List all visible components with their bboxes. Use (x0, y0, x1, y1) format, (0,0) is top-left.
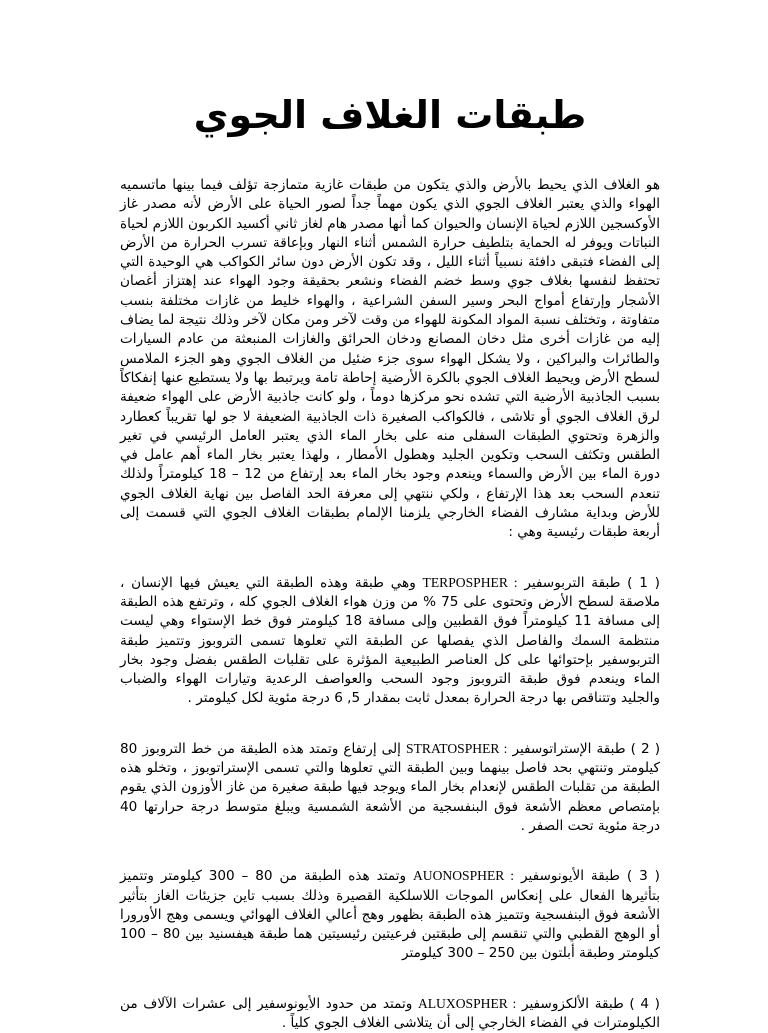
section-latin-term: STRATOSPHER : (406, 740, 508, 756)
section-latin-term: ALUXOSPHER : (417, 995, 517, 1011)
section-heading: ( 4 ) طبقة الألكزوسفير (521, 995, 660, 1012)
section-heading: ( 1 ) طبقة التربوسفير (524, 574, 660, 591)
section-body: إلى إرتفاع وتمتد هذه الطبقة من خط التروبوز 80 كيلومتر وتنتهي بحد فاصل بينهما وبين الطبقة التي تعلوها والتي تسمى الإستراتوبوز ، وتخلو هذه الطبقة من تقلبات الطقس لإنعدام بخار الماء ويوجد فيها طبقة صغيرة من غاز الأوزون الذي يقوم بإمتصاص معظم الأشعة فوق البنفسجية من الأشعة الشمسية ويبلغ متوسط درجة حرارتها 40 درجة مئوية تحت الصفر . (120, 740, 660, 834)
section-heading: ( 2 ) طبقة الإستراتوسفير (512, 740, 661, 757)
section-ionosphere (120, 866, 660, 963)
section-stratosphere (120, 739, 660, 836)
section-body: وهي طبقة وهذه الطبقة التي يعيش فيها الإنسان ، ملاصقة لسطح الأرض وتحتوى على 75 % من وزن هواء الغلاف الجوي كله ، وترتفع هذه الطبقة إلى مسافة 11 كيلومتراً فوق القطبين وإلى مسافة 18 كيلومتر فوق خط الإستواء وهي ليست منتظمة السمك والفاصل الذي يفصلها عن الطبقة التي تعلوها تسمى التروبوز وتتميز طبقة التربوسفير بإحتوائها على كل العناصر الطبيعية المؤثرة على تقلبات الطقس بفضل وجود بخار الماء وينعدم فوق طبقة التروبوز وجود السحب والعواصف الرعدية وتيارات الهواء والضباب والجليد وتتناقص بها درجة الحرارة بمعدل ثابت بمقدار 5, 6 درجة مئوية لكل كيلومتر . (120, 574, 660, 707)
section-troposphere (120, 573, 660, 709)
section-latin-term: AUONOSPHER : (412, 868, 515, 884)
section-exosphere (120, 994, 660, 1033)
section-body: وتمتد من حدود الأيونوسفير إلى عشرات الآلاف من الكيلومترات في الفضاء الخارجي إلى أن يتلاشى الغلاف الجوي كلياً . (120, 995, 660, 1031)
section-body: وتمتد هذه الطبقة من 80 – 300 كيلومتر وتتميز بتأثيرها الفعال على إنعكاس الموجات اللاسلكية القصيرة وذلك بسبب تاين جزيئات الغاز بتأثير الأشعة فوق البنفسجية وتتميز هذه الطبقة بظهور وهج أعالي الغلاف الهوائي ويسمى وهج الأورورا أو الوهج القطبي والتي تنقسم إلى طبقتين فرعيتين رئيسيتين هما طبقة هيفسنيد بين 80 – 100 كيلومتر وطبقة أبلتون بين 250 – 300 كيلومتر (120, 868, 660, 962)
section-heading: ( 3 ) طبقة الأيونوسفير (521, 868, 660, 885)
intro-paragraph: هو الغلاف الذي يحيط بالأرض والذي يتكون من طبقات غازية متمازجة تؤلف فيما بينها ماتسميه الهواء والذي يعتبر الغلاف الجوي الذي يكون مهماً جداً لصور الحياة على الأرض لأنه مصدر غاز الأوكسجين اللازم لحياة الإنسان والحيوان كما أنها مصدر هام لغاز ثاني أكسيد الكربون اللازم لحياة النباتات ويوفر له الحماية بتلطيف حرارة الشمس أثناء النهار وبإعاقة تسرب الحرارة من الأرض إلى الفضاء فتبقى دافئة نسبياً أثناء الليل ، وقد تكون الأرض دون سائر الكواكب هي الوحيدة التي تحتفظ لنفسها بغلاف جوي وسط خضم الفضاء ونشعر بحقيقة وجود الهواء عند إهتزاز أغصان الأشجار وإرتفاع أمواج البحر وسير السفن الشراعية ، والهواء خليط من غازات مختلفة بنسب متفاوتة ، وتختلف نسبة المواد المكونة للهواء من وقت لآخر ومن مكان لآخر وذلك نتيجة لما يضاف إليه من غازات أخرى مثل دخان المصانع ودخان الحرائق والغازات المنبعثة من عادم السيارات والطائرات والبراكين ، ولا يشكل الهواء سوى جزء ضئيل من الغلاف الجوي وهو الجزء الملامس لسطح الأرض ويحيط الغلاف الجوي بالكرة الأرضية إحاطة تامة ويرتبط بها ولا يستطيع عنها إنفكاكاً بسبب الجاذبية الأرضية التي تشده نحو مركزها دوماً ، ولو كانت جاذبية الأرض على الهواء ضعيفة لرق الغلاف الجوي أو تلاشى ، فالكواكب الصغيرة ذات الجاذبية الضعيفة لا جو لها تقريباً كعطارد والزهرة وتحتوي الطبقات السفلى منه على بخار الماء الذي يعتبر العامل الرئيسي في تغير الطقس وتكثف السحب وتكوين الجليد وهطول الأمطار ، ولهذا يعتبر بخار الماء أهم عامل في دورة الماء بين الأرض والسماء وينعدم وجود بخار الماء بعد إرتفاع من 12 – 18 كيلومتراً ولذلك تنعدم السحب بعد هذا الإرتفاع ، ولكي ننتهي إلى معرفة الحد الفاصل بين نهاية الغلاف الجوي للأرض وبداية مشارف الفضاء الخارجي يلزمنا الإلمام بطبقات الغلاف الجوي التي قسمت إلى أربعة طبقات رئيسية وهي : (120, 177, 660, 541)
section-latin-term: TERPOSPHER : (422, 574, 518, 590)
page-title: طبقات الغلاف الجوي (193, 93, 587, 137)
